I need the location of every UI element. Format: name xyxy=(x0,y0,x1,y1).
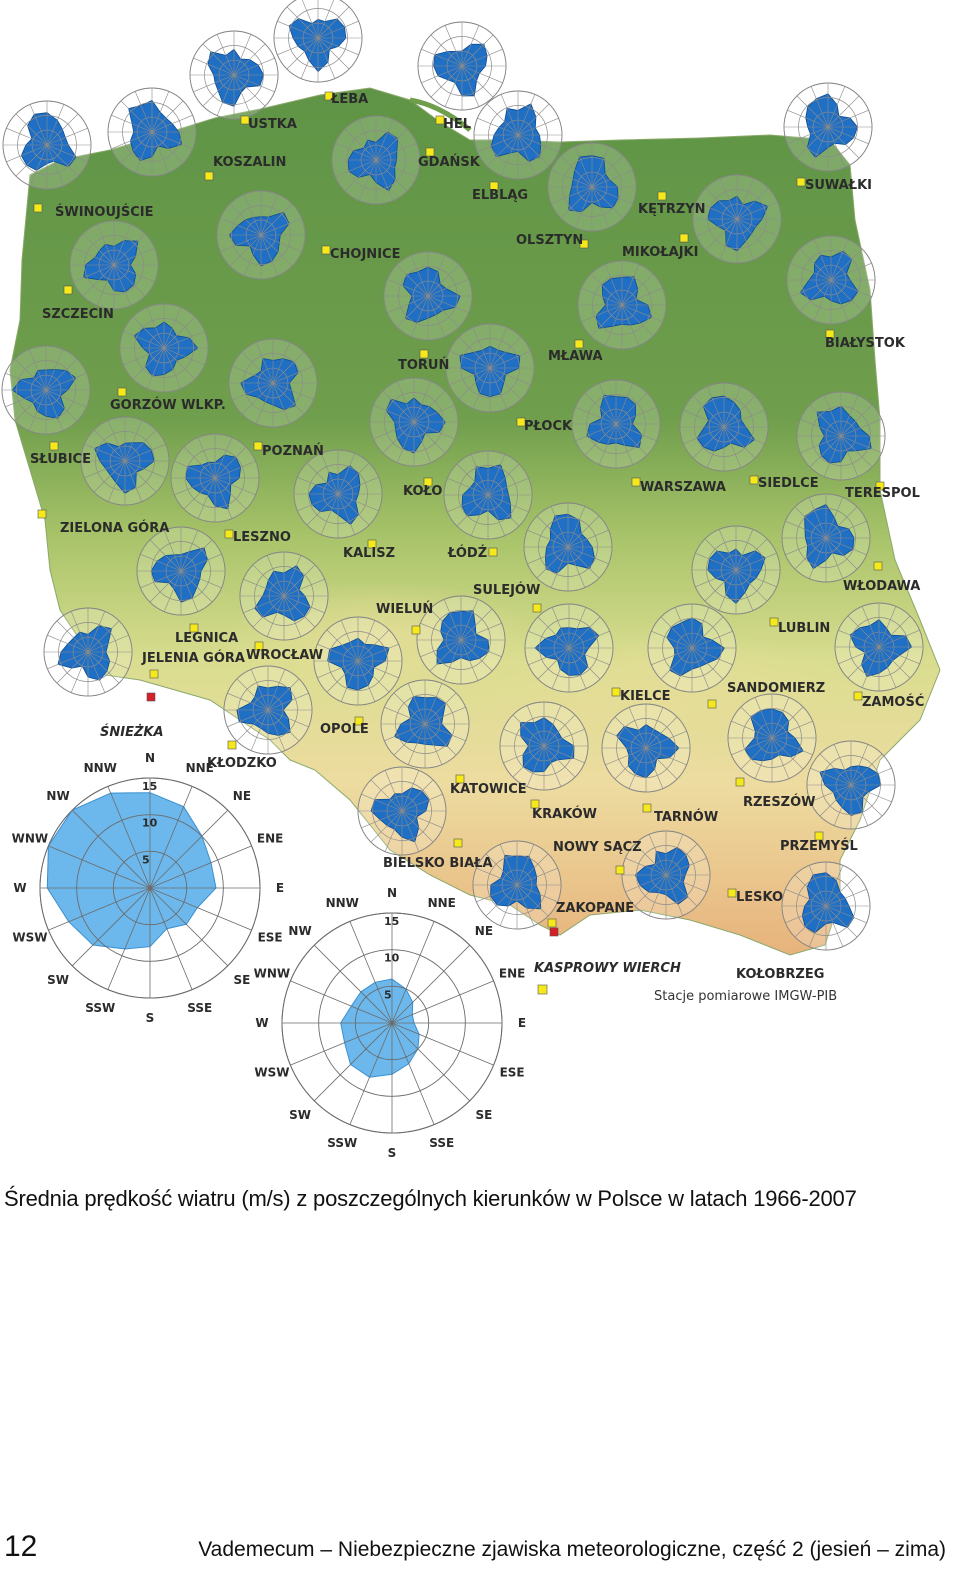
station-marker xyxy=(205,172,213,180)
direction-label: SW xyxy=(289,1107,312,1122)
wind-rose xyxy=(217,191,305,279)
direction-label: NNE xyxy=(427,895,456,910)
station-marker xyxy=(64,286,72,294)
scale-tick: 15 xyxy=(142,780,158,793)
wind-rose xyxy=(120,304,208,392)
station-marker xyxy=(254,442,262,450)
direction-label: N xyxy=(386,886,398,900)
station-label: SULEJÓW xyxy=(473,583,541,598)
scale-tick: 5 xyxy=(384,988,392,1002)
station-label: KOSZALIN xyxy=(213,155,287,170)
wind-rose xyxy=(108,88,196,176)
mountain-station-marker xyxy=(147,693,155,701)
station-label: ELBLĄG xyxy=(472,188,529,203)
direction-label: W xyxy=(255,1016,269,1030)
legend-marker-icon xyxy=(538,985,547,994)
station-label: MŁAWA xyxy=(548,349,603,364)
station-label: JELENIA GÓRA xyxy=(142,651,245,666)
wind-rose xyxy=(797,392,885,480)
station-marker xyxy=(708,700,716,708)
station-label: POZNAŃ xyxy=(262,444,324,459)
station-marker xyxy=(548,919,556,927)
wind-rose xyxy=(314,617,402,705)
station-marker xyxy=(420,350,428,358)
station-marker xyxy=(228,741,236,749)
wind-rose xyxy=(240,552,328,640)
wind-rose xyxy=(500,702,588,790)
station-label: LUBLIN xyxy=(778,621,831,636)
station-marker xyxy=(454,839,462,847)
wind-rose xyxy=(578,261,666,349)
station-label: GDAŃSK xyxy=(418,155,480,170)
direction-label: NNW xyxy=(83,760,117,775)
direction-label: WSW xyxy=(254,1065,290,1080)
wind-rose xyxy=(787,236,875,324)
wind-rose xyxy=(381,680,469,768)
wind-rose xyxy=(782,862,870,950)
station-marker xyxy=(322,246,330,254)
station-label: ŁEBA xyxy=(331,92,369,107)
wind-rose xyxy=(525,604,613,692)
direction-label: S xyxy=(145,1011,155,1025)
station-label: SZCZECIN xyxy=(42,307,114,322)
station-marker xyxy=(225,530,233,538)
station-label: KALISZ xyxy=(343,546,396,561)
station-marker xyxy=(38,510,46,518)
station-marker xyxy=(34,204,42,212)
direction-label: E xyxy=(517,1016,527,1030)
station-marker xyxy=(643,804,651,812)
direction-label: E xyxy=(275,881,285,895)
footer-text: Vademecum – Niebezpieczne zjawiska meteorologiczne, część 2 (jesień – zima) xyxy=(198,1538,946,1561)
station-label: WROCŁAW xyxy=(246,648,324,663)
wind-rose xyxy=(418,22,506,110)
station-label: PŁOCK xyxy=(524,419,573,434)
direction-label: ENE xyxy=(498,966,526,981)
direction-label: SE xyxy=(233,972,251,987)
station-label: CHOJNICE xyxy=(330,247,401,262)
station-marker xyxy=(118,388,126,396)
station-label: KOŁO xyxy=(403,484,443,499)
direction-label: NNW xyxy=(325,895,359,910)
wind-rose xyxy=(572,380,660,468)
wind-rose xyxy=(224,666,312,754)
wind-rose xyxy=(602,704,690,792)
wind-rose xyxy=(693,175,781,263)
mountain-station-marker xyxy=(550,928,558,936)
station-label: KRAKÓW xyxy=(532,807,598,822)
direction-label: SSW xyxy=(327,1136,358,1151)
wind-rose xyxy=(274,0,362,82)
station-marker xyxy=(874,562,882,570)
station-label: SANDOMIERZ xyxy=(727,681,826,696)
station-label: KĘTRZYN xyxy=(638,202,706,217)
direction-label: NNE xyxy=(185,760,214,775)
station-marker xyxy=(797,178,805,186)
station-label: SŁUBICE xyxy=(30,452,91,467)
wind-rose xyxy=(332,116,420,204)
direction-label: ESE xyxy=(257,930,283,945)
scale-tick: 15 xyxy=(384,915,400,928)
wind-rose xyxy=(2,346,90,434)
direction-label: S xyxy=(387,1146,397,1160)
wind-rose xyxy=(835,603,923,691)
scale-tick: 10 xyxy=(384,951,400,965)
wind-rose xyxy=(446,324,534,412)
wind-rose xyxy=(171,434,259,522)
station-label: TORUŃ xyxy=(398,358,450,373)
wind-rose xyxy=(680,383,768,471)
station-marker xyxy=(50,442,58,450)
station-label: BIELSKO BIAŁA xyxy=(383,856,493,871)
station-label: NOWY SĄCZ xyxy=(553,840,642,855)
station-marker xyxy=(612,688,620,696)
station-label: KASPROWY WIERCH xyxy=(534,961,681,976)
station-label: RZESZÓW xyxy=(743,795,816,810)
station-label: MIKOŁAJKI xyxy=(622,245,699,260)
wind-rose xyxy=(294,450,382,538)
direction-label: WNW xyxy=(253,966,291,981)
station-label: WŁODAWA xyxy=(843,579,921,594)
station-label: OPOLE xyxy=(320,722,369,737)
wind-rose xyxy=(44,608,132,696)
station-label: HEL xyxy=(443,117,472,132)
wind-rose xyxy=(229,339,317,427)
station-label: LEGNICA xyxy=(175,631,239,646)
wind-rose xyxy=(137,527,225,615)
page-number: 12 xyxy=(4,1530,38,1563)
direction-label: WSW xyxy=(12,930,48,945)
direction-label: W xyxy=(13,881,27,895)
wind-rose xyxy=(358,767,446,855)
station-marker xyxy=(575,340,583,348)
station-label: ZAKOPANE xyxy=(556,901,635,916)
station-marker xyxy=(750,476,758,484)
station-marker xyxy=(632,478,640,486)
figure-caption: Średnia prędkość wiatru (m/s) z poszczególnych kierunków w Polsce w latach 1966-2007 xyxy=(4,1186,857,1211)
station-label: SIEDLCE xyxy=(758,476,819,491)
direction-label: ESE xyxy=(499,1065,525,1080)
station-label: KŁODZKO xyxy=(207,756,277,771)
kasprowy-enlarged-rose xyxy=(254,886,526,1160)
station-label: TARNÓW xyxy=(654,810,719,825)
station-label: ŁÓDŹ xyxy=(448,546,488,561)
wind-rose xyxy=(648,604,736,692)
station-label: WARSZAWA xyxy=(640,480,726,495)
direction-label: SSW xyxy=(85,1001,116,1016)
station-marker xyxy=(616,866,624,874)
direction-label: NE xyxy=(232,789,252,804)
wind-rose xyxy=(474,91,562,179)
station-label: WIELUŃ xyxy=(376,602,434,617)
wind-rose xyxy=(728,694,816,782)
direction-label: SSE xyxy=(429,1136,455,1151)
station-marker xyxy=(854,692,862,700)
station-label: SUWAŁKI xyxy=(805,178,872,193)
wind-rose xyxy=(784,83,872,171)
station-label: ŚWINOUJŚCIE xyxy=(55,205,154,220)
station-marker xyxy=(770,618,778,626)
station-label: PRZEMYŚL xyxy=(780,839,858,854)
station-marker xyxy=(150,670,158,678)
direction-label: SSE xyxy=(187,1001,213,1016)
direction-label: N xyxy=(144,751,156,765)
direction-label: NW xyxy=(288,924,312,939)
station-marker xyxy=(533,604,541,612)
wind-rose xyxy=(548,143,636,231)
wind-rose xyxy=(444,451,532,539)
wind-rose xyxy=(3,101,91,189)
wind-rose xyxy=(81,417,169,505)
station-label: KOŁOBRZEG xyxy=(736,967,825,982)
wind-rose xyxy=(692,526,780,614)
station-label: USTKA xyxy=(248,117,297,132)
direction-label: SW xyxy=(47,972,70,987)
direction-label: SE xyxy=(475,1107,493,1122)
station-label: ZAMOŚĆ xyxy=(862,695,925,710)
station-marker xyxy=(736,778,744,786)
station-label: TERESPOL xyxy=(845,486,920,501)
station-label: KATOWICE xyxy=(450,782,527,797)
wind-rose xyxy=(473,841,561,929)
wind-rose xyxy=(370,378,458,466)
station-label: LESKO xyxy=(736,890,784,905)
direction-label: WNW xyxy=(11,831,49,846)
legend-text: Stacje pomiarowe IMGW-PIB xyxy=(654,989,838,1004)
station-label: BIAŁYSTOK xyxy=(825,336,905,351)
station-label: OLSZTYN xyxy=(516,233,584,248)
sniezka-enlarged-rose xyxy=(12,751,284,1025)
station-marker xyxy=(680,234,688,242)
station-marker xyxy=(658,192,666,200)
wind-rose xyxy=(524,503,612,591)
scale-tick: 5 xyxy=(142,853,150,867)
wind-rose xyxy=(190,31,278,119)
station-label: KIELCE xyxy=(620,689,671,704)
station-label: ŚNIEŻKA xyxy=(100,725,164,740)
station-marker xyxy=(412,626,420,634)
station-marker xyxy=(728,889,736,897)
station-label: LESZNO xyxy=(233,530,291,545)
direction-label: ENE xyxy=(256,831,284,846)
wind-rose xyxy=(807,741,895,829)
direction-label: NW xyxy=(46,789,70,804)
station-marker xyxy=(489,548,497,556)
wind-rose xyxy=(384,252,472,340)
station-label: GORZÓW WLKP. xyxy=(110,398,226,413)
direction-label: NE xyxy=(474,924,494,939)
scale-tick: 10 xyxy=(142,816,158,830)
station-label: ZIELONA GÓRA xyxy=(60,521,170,536)
wind-rose xyxy=(70,221,158,309)
wind-rose xyxy=(782,494,870,582)
